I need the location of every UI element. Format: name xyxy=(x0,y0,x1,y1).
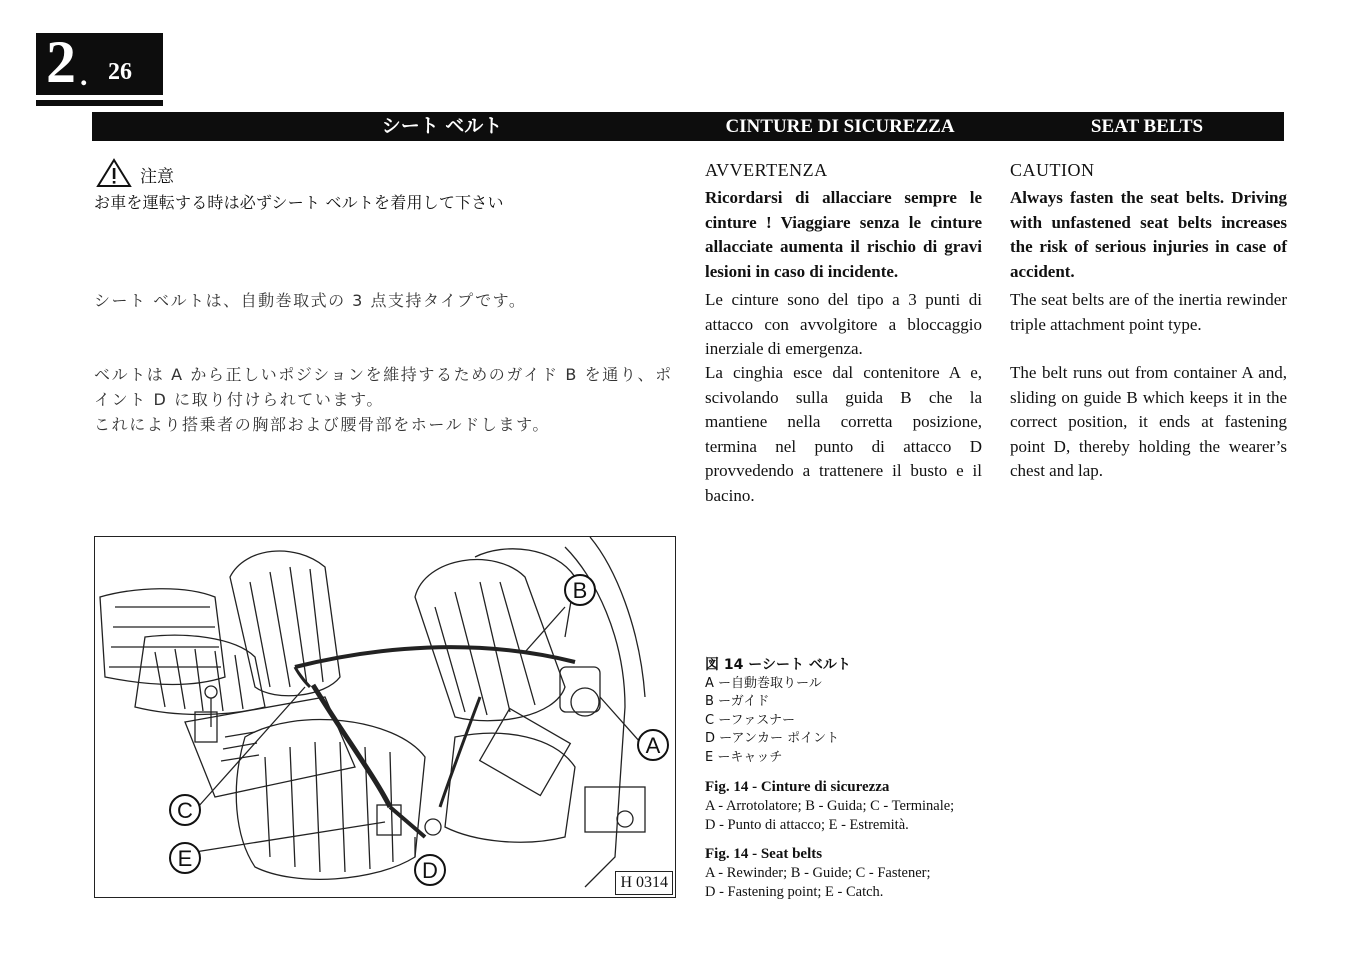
caption-jp-c: C ーファスナー xyxy=(705,712,796,728)
figure-code: H 0314 xyxy=(615,871,673,895)
jp-para2-line3: これにより搭乗者の胸部および腰骨部をホールドします。 xyxy=(94,415,551,434)
chapter-dot: . xyxy=(80,59,88,92)
caption-jp-b: B ーガイド xyxy=(705,694,770,709)
caption-it-line2: D - Punto di attacco; E - Estremità. xyxy=(705,816,909,833)
jp-para1: シート ベルトは、自動巻取式の 3 点支持タイプです。 xyxy=(94,291,527,310)
en-para2: The belt runs out from container A and, sliding on guide B which keeps it in the correct position, it ends at fastening point D, thereby holding the wearer’s chest and lap. xyxy=(1010,363,1287,480)
page-number: 26 xyxy=(108,59,132,85)
caption-jp-title: 図 14 ーシート ベルト xyxy=(705,657,851,673)
caption-jp-a: A ー自動巻取りール xyxy=(705,675,822,691)
chapter-badge xyxy=(36,29,163,95)
it-para1: Le cinture sono del tipo a 3 punti di attacco con avvolgitore a bloccaggio inerziale di emergenza. xyxy=(705,290,982,358)
caption-jp xyxy=(705,656,1005,767)
en-caution-title: CAUTION xyxy=(1010,160,1095,180)
it-caution-text: Ricordarsi di allacciare sempre le cinture ! Viaggiare senza le cinture allacciate aumenta il rischio di gravi lesioni in caso di incidente. xyxy=(705,188,982,281)
header-it: CINTURE DI SICUREZZA xyxy=(725,116,955,137)
caption-jp-e: E ーキャッチ xyxy=(705,749,783,765)
jp-caution-text: お車を運転する時は必ずシート ベルトを着用して下さい xyxy=(94,193,504,212)
warning-icon xyxy=(96,158,136,188)
jp-caution-title: 注意 xyxy=(140,167,174,187)
caption-en-line2: D - Fastening point; E - Catch. xyxy=(705,883,884,900)
jp-para2 xyxy=(94,362,673,437)
en-caution-text: Always fasten the seat belts. Driving with unfastened seat belts increases the risk of serious injuries in case of accident. xyxy=(1010,188,1287,281)
seat-belt-illustration: B A C E D H 0314 xyxy=(94,536,676,898)
chapter-rule xyxy=(36,100,163,106)
chapter-number: 2 xyxy=(46,29,76,95)
header-en: SEAT BELTS xyxy=(1090,116,1204,137)
caption-it xyxy=(705,778,1005,834)
it-caution-title: AVVERTENZA xyxy=(705,160,828,180)
caption-it-title: Fig. 14 - Cinture di sicurezza xyxy=(705,779,890,795)
it-para2: La cinghia esce dal contenitore A e, scivolando sulla guida B che la mantiene nella corretta posizione, termina nel punto di attacco D provvedendo a trattenere il busto e il bacino. xyxy=(705,363,982,505)
caption-jp-d: D ーアンカー ポイント xyxy=(705,731,840,746)
jp-para2-line2: イント D に取り付けられています。 xyxy=(94,390,385,409)
caption-en-line1: A - Rewinder; B - Guide; C - Fastener; xyxy=(705,865,931,881)
caption-en-title: Fig. 14 - Seat belts xyxy=(705,846,823,862)
en-para1: The seat belts are of the inertia rewinder triple attachment point type. xyxy=(1010,290,1287,334)
caption-en xyxy=(705,845,1005,901)
section-header-bar xyxy=(92,112,1284,141)
jp-para2-line1: ベルトは A から正しいポジションを維持するためのガイド B を通り、ポ xyxy=(94,365,673,384)
header-jp: シート ベルト xyxy=(381,115,503,137)
caption-it-line1: A - Arrotolatore; B - Guida; C - Terminale; xyxy=(705,798,955,814)
